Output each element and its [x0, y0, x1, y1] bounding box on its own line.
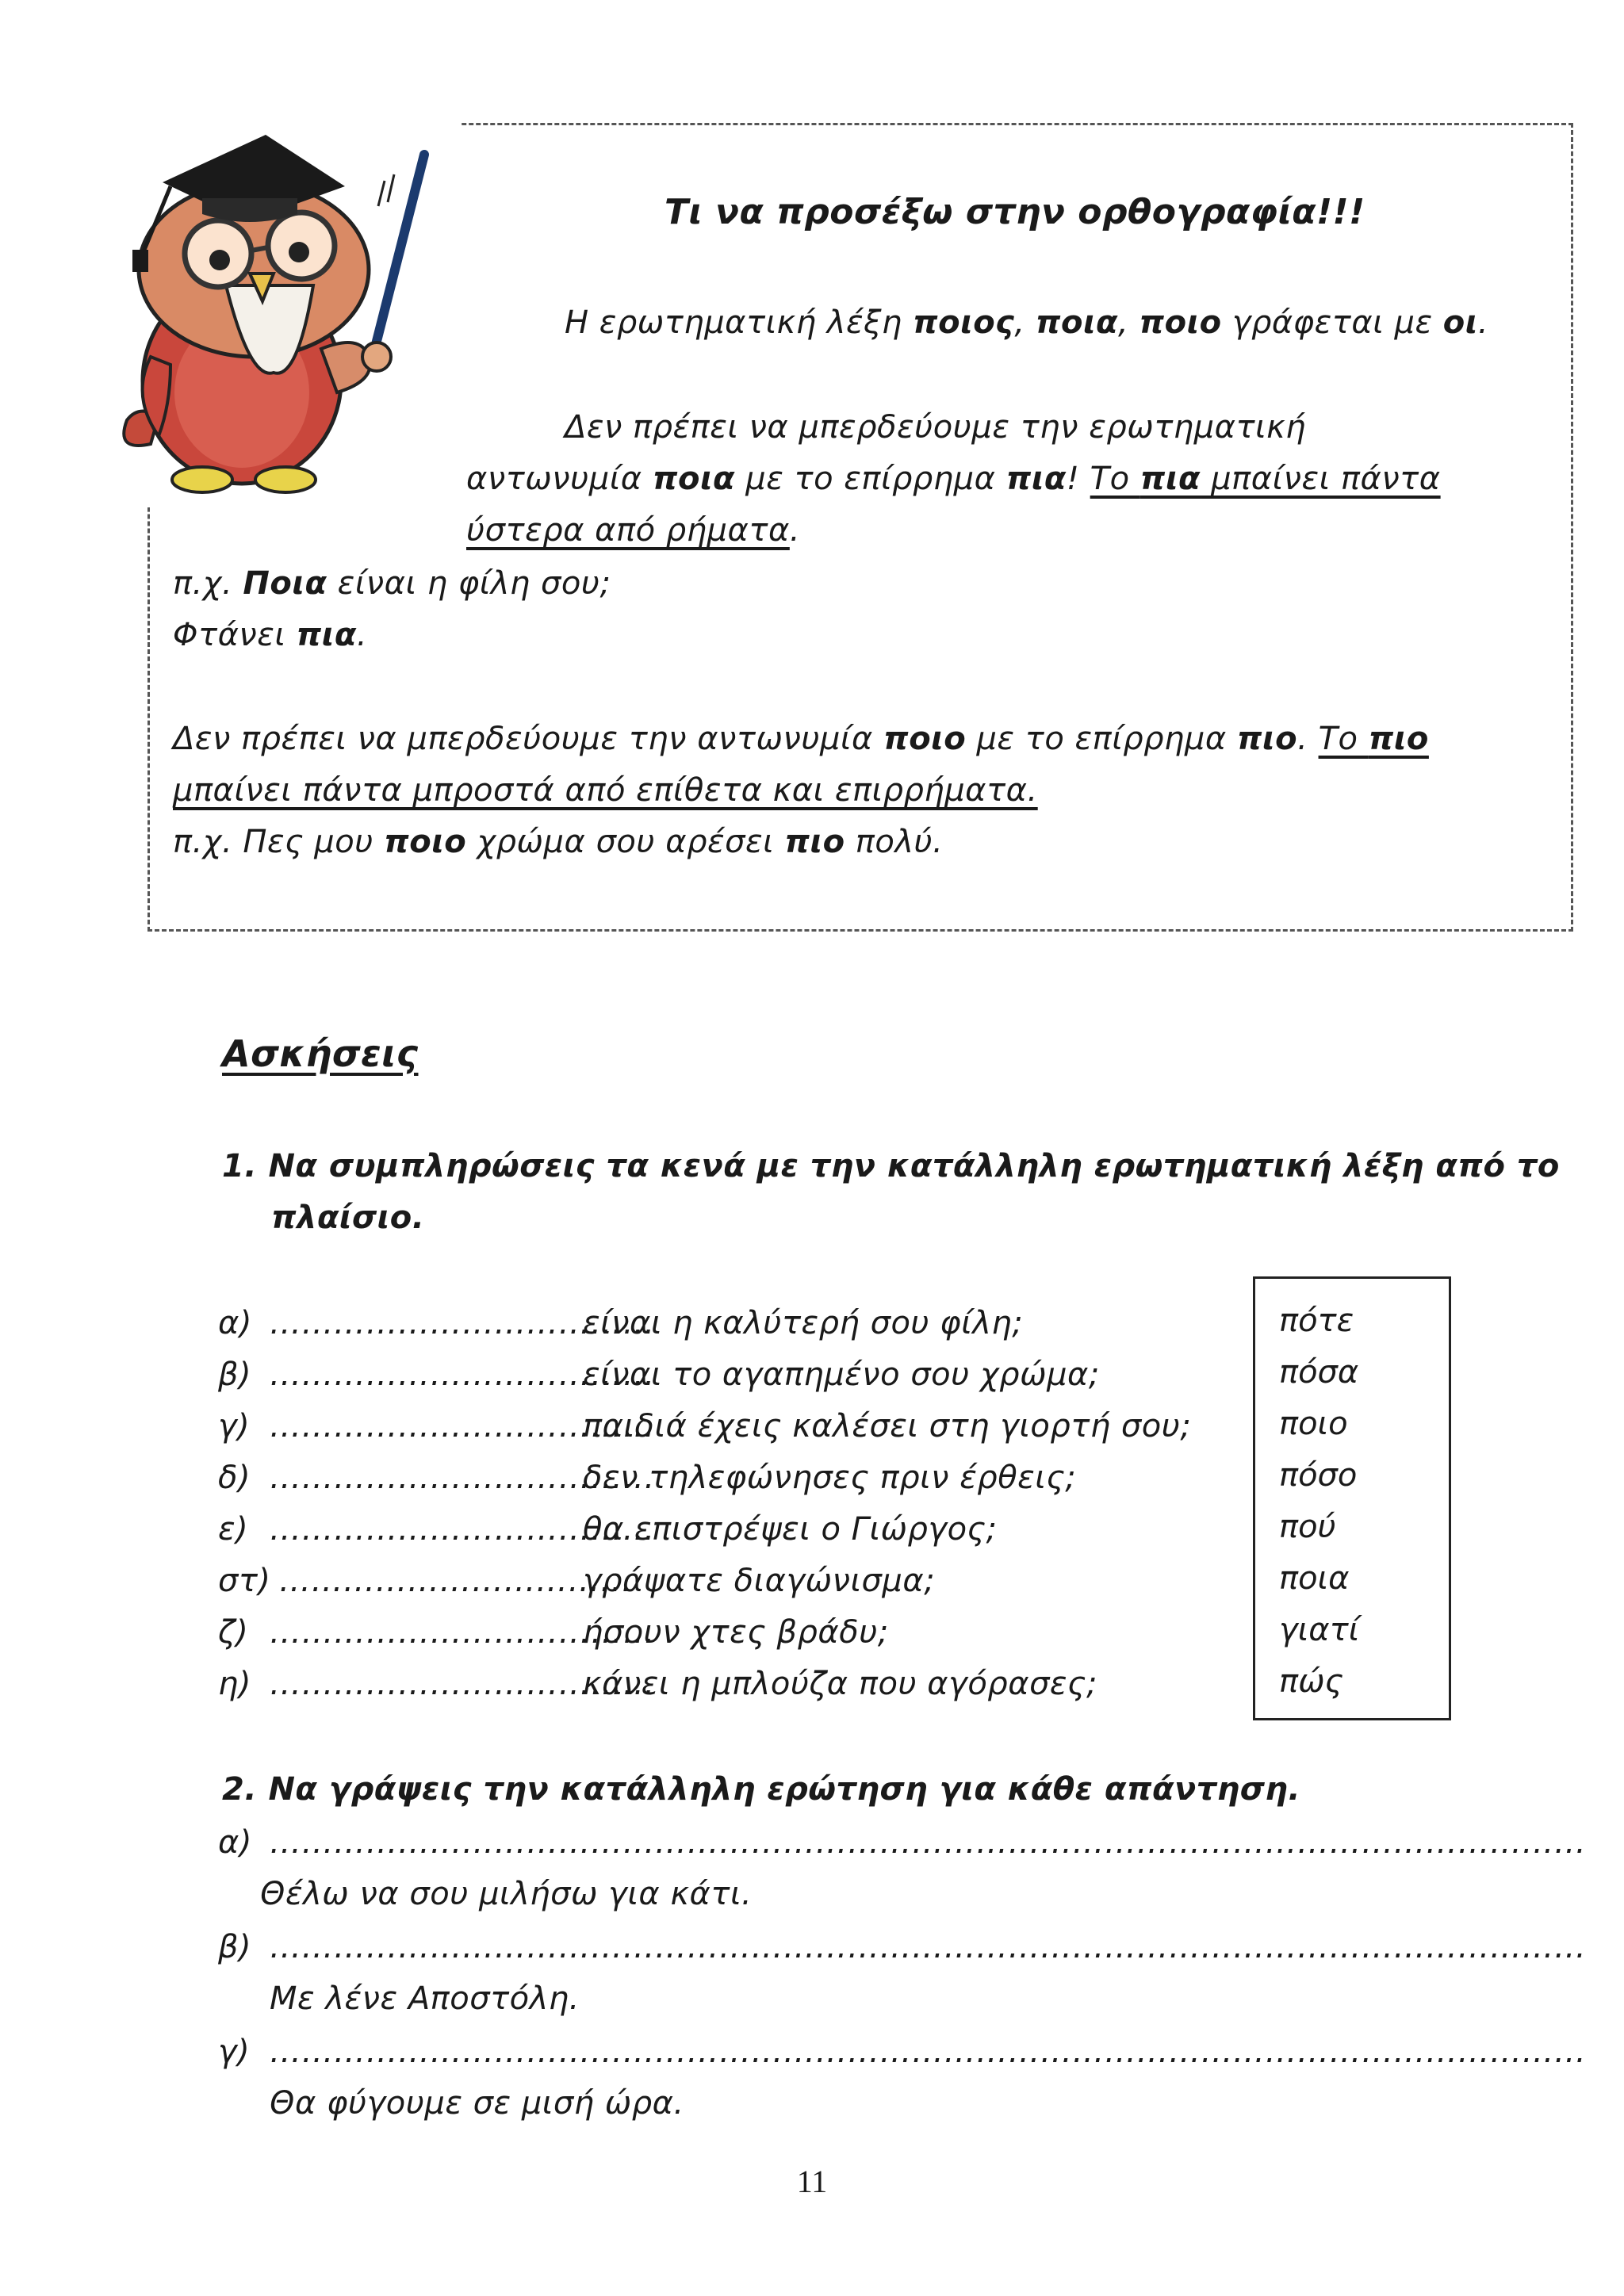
exercise1-item-label: ζ) — [218, 1614, 249, 1651]
exercise2-answer: Με λένε Αποστόλη. — [270, 1980, 580, 2017]
exercise1-instruction-line1: 1. Να συμπληρώσεις τα κενά με την κατάλληλη ερωτηματική λέξη από το — [222, 1148, 1560, 1184]
example-poio-pio: π.χ. Πες μου ποιο χρώμα σου αρέσει πιο πολύ. — [173, 824, 944, 860]
word-choice: πού — [1279, 1509, 1336, 1545]
exercise1-item-label: δ) — [218, 1460, 251, 1496]
exercise2-item-label: α) — [218, 1824, 252, 1861]
exercise2-question-blank[interactable]: …………………………………………………………………………………………………………… — [270, 2034, 1587, 2070]
word-choice-box — [1253, 1276, 1451, 1720]
exercise2-answer: Θα φύγουμε σε μισή ώρα. — [270, 2085, 684, 2122]
exercise1-item-label: γ) — [218, 1408, 251, 1445]
example-pia: Φτάνει πια. — [173, 617, 368, 653]
word-choice: πόσο — [1279, 1457, 1358, 1494]
rule-poio-pio-line1: Δεν πρέπει να μπερδεύουμε την αντωνυμία ποιο με το επίρρημα πιο. Το πιο — [173, 721, 1429, 757]
page-number: 11 — [796, 2164, 828, 2199]
exercises-heading: Ασκήσεις — [222, 1032, 419, 1075]
exercise2-question-blank[interactable]: …………………………………………………………………………………………………………… — [270, 1824, 1587, 1861]
exercise1-blank[interactable]: ……………………………… — [270, 1357, 655, 1393]
exercise1-blank[interactable]: ……………………………… — [270, 1511, 655, 1548]
rule-poia-pia-line1: Δεν πρέπει να μπερδεύουμε την ερωτηματική — [565, 409, 1306, 446]
exercise2-question-blank[interactable]: …………………………………………………………………………………………………………… — [270, 1929, 1587, 1965]
word-choice: πώς — [1279, 1663, 1344, 1700]
rule-poia-pia-line2: αντωνυμία ποια με το επίρρημα πια! Το πια μπαίνει πάντα — [466, 461, 1441, 497]
exercise1-blank[interactable]: ……………………………… — [270, 1305, 655, 1341]
exercise1-item-text: γράψατε διαγώνισμα; — [583, 1563, 936, 1599]
word-choice: πότε — [1279, 1303, 1354, 1339]
exercise1-blank[interactable]: ……………………………… — [270, 1408, 655, 1445]
exercise2-instruction: 2. Να γράψεις την κατάλληλη ερώτηση για κάθε απάντηση. — [222, 1771, 1301, 1808]
word-choice: ποιο — [1279, 1406, 1348, 1442]
exercise1-blank[interactable]: …………………………… — [279, 1563, 633, 1599]
exercise2-answer: Θέλω να σου μιλήσω για κάτι. — [260, 1876, 753, 1912]
exercise1-item-label: η) — [218, 1666, 251, 1702]
exercise1-item-text: είναι το αγαπημένο σου χρώμα; — [583, 1357, 1100, 1393]
exercise1-item-text: θα επιστρέψει ο Γιώργος; — [583, 1511, 998, 1548]
rule-poia-pia-line3: ύστερα από ρήματα. — [466, 512, 801, 549]
exercise1-blank[interactable]: ……………………………… — [270, 1460, 655, 1496]
word-choice: πόσα — [1279, 1354, 1359, 1391]
rule-interrogative-poios: Η ερωτηματική λέξη ποιος, ποια, ποιο γράφεται με οι. — [565, 304, 1489, 341]
box-title: Τι να προσέξω στην ορθογραφία!!! — [665, 192, 1365, 232]
exercise1-instruction-line2: πλαίσιο. — [271, 1200, 425, 1236]
word-choice: ποια — [1279, 1560, 1350, 1597]
exercise1-item-text: είναι η καλύτερή σου φίλη; — [583, 1305, 1024, 1341]
exercise1-item-text: δεν τηλεφώνησες πριν έρθεις; — [583, 1460, 1077, 1496]
exercise1-item-label: ε) — [218, 1511, 249, 1548]
exercise1-item-label: α) — [218, 1305, 252, 1341]
exercise1-blank[interactable]: ……………………………… — [270, 1614, 655, 1651]
exercise1-item-text: παιδιά έχεις καλέσει στη γιορτή σου; — [583, 1408, 1192, 1445]
exercise1-item-label: στ) — [218, 1563, 271, 1599]
exercise1-blank[interactable]: ……………………………… — [270, 1666, 655, 1702]
word-choice: γιατί — [1279, 1612, 1360, 1648]
example-poia: π.χ. Ποια είναι η φίλη σου; — [173, 565, 611, 602]
exercise2-item-label: γ) — [218, 2034, 251, 2070]
rule-poio-pio-line2: μπαίνει πάντα μπροστά από επίθετα και επιρρήματα. — [173, 772, 1038, 809]
owl-teacher-illustration — [83, 119, 464, 499]
exercise2-item-label: β) — [218, 1929, 252, 1965]
exercise1-item-label: β) — [218, 1357, 252, 1393]
exercise1-item-text: κάνει η μπλούζα που αγόρασες; — [583, 1666, 1097, 1702]
exercise1-item-text: ήσουν χτες βράδυ; — [583, 1614, 889, 1651]
